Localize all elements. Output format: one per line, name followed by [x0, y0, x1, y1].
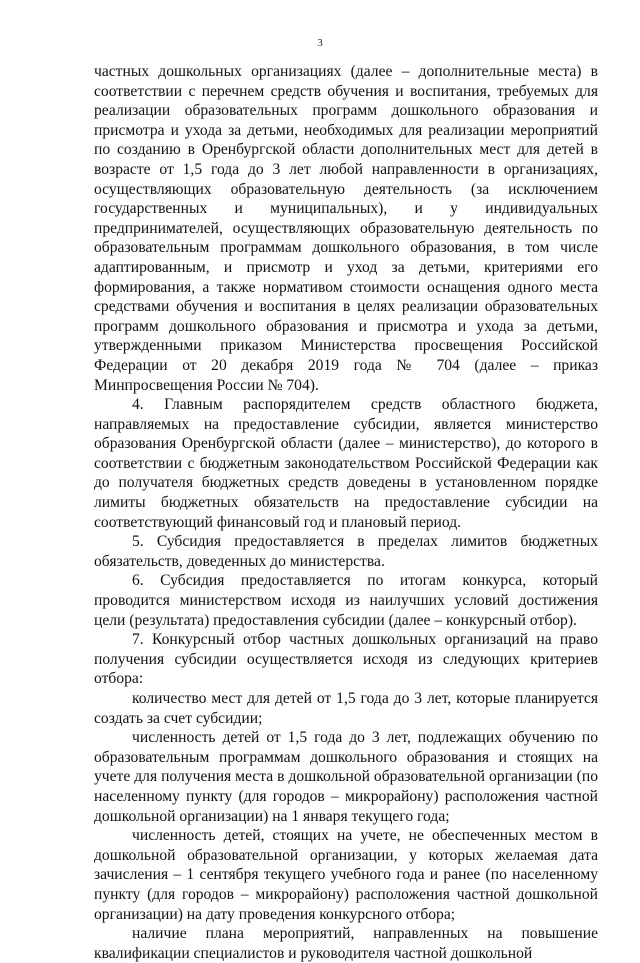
paragraph-item-6: 6. Субсидия предоставляется по итогам конкурса, который проводится министерством исходя из наилучших условий достижения цели (результата) предоставления субсидии (далее – конкурсный отбор). — [94, 572, 598, 629]
criterion-children-without-place: численность детей, стоящих на учете, не обеспеченных местом в дошкольной образовательной организации, у которых желаемая дата зачисления – 1 сентября текущего учебного года и ранее (по населенному пункту (для городов – микрорайону) расположения частной дошкольной организации) на дату проведения конкурсного отбора; — [94, 827, 598, 923]
criterion-training-plan: наличие плана мероприятий, направленных на повышение квалификации специалистов и руководителя частной дошкольной — [94, 925, 598, 962]
paragraph-item-4: 4. Главным распорядителем средств областного бюджета, направляемых на предоставление субсидии, является министерство образования Оренбургской области (далее – министерство), до которого в соответствии с бюджетным законодательством Российской Федерации как до получателя бюджетных средств доведены в установленном порядке лимиты бюджетных обязательств на предоставление субсидии на соответствующий финансовый год и плановый период. — [94, 396, 598, 531]
criterion-places-count: количество мест для детей от 1,5 года до 3 лет, которые планируется создать за счет субсидии; — [94, 690, 598, 727]
paragraph-continuation: частных дошкольных организациях (далее – дополнительные места) в соответствии с перечнем средств обучения и воспитания, требуемых для реализации образовательных программ дошкольного образования и присмотра и ухода за детьми, необходимых для реализации мероприятий по созданию в Оренбургской области дополнительных мест для детей в возрасте от 1,5 года до 3 лет любой направленности в организациях, осуществляющих образовательную деятельность (за исключением государственных и муниципальных), и у индивидуальных предпринимателей, осуществляющих образовательную деятельность по образовательным программам дошкольного образования, в том числе адаптированным, и присмотр и уход за детьми, критериями его формирования, а также нормативом стоимости оснащения одного места средствами обучения и воспитания в целях реализации образовательных программ дошкольного образования и присмотра и ухода за детьми, утвержденными приказом Министерства просвещения Российской Федерации от 20 декабря 2019 года № 704 (далее – приказ Минпросвещения России № 704). — [94, 63, 598, 394]
paragraph-item-5: 5. Субсидия предоставляется в пределах лимитов бюджетных обязательств, доведенных до министерства. — [94, 533, 598, 570]
paragraph-item-7: 7. Конкурсный отбор частных дошкольных организаций на право получения субсидии осуществляется исходя из следующих критериев отбора: — [94, 631, 598, 688]
document-body — [94, 62, 598, 963]
page-number: 3 — [317, 37, 323, 49]
criterion-children-on-waitlist: численность детей от 1,5 года до 3 лет, подлежащих обучению по образовательным программам дошкольного образования и стоящих на учете для получения места в дошкольной образовательной организации (по населенному пункту (для городов – микрорайону) расположения частной дошкольной организации) на 1 января текущего года; — [94, 729, 598, 825]
